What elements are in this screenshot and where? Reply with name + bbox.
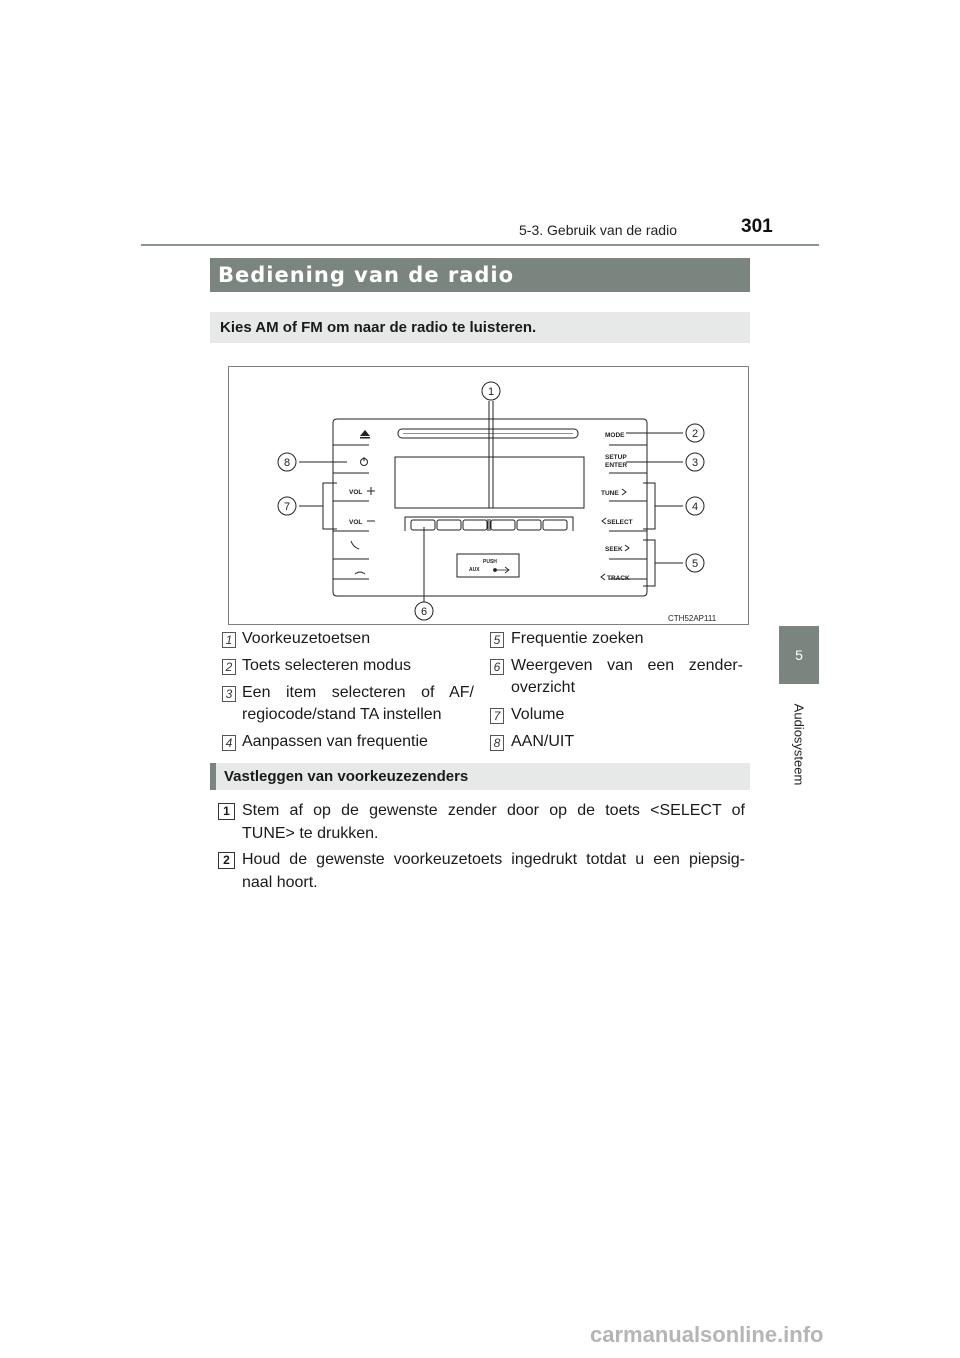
callout-1: 1: [487, 386, 495, 398]
running-header-section: 5-3. Gebruik van de radio: [519, 222, 677, 238]
callout-3: 3: [691, 457, 699, 469]
legend-number-5: 5: [490, 632, 504, 648]
step-text-1b: TUNE> te drukken.: [242, 825, 379, 842]
vol-up-label: VOL: [349, 489, 363, 496]
select-label: SELECT: [607, 519, 633, 526]
legend-number-2: 2: [222, 659, 236, 675]
chapter-title: Audiosysteem: [791, 703, 807, 785]
section-header: Vastleggen van voorkeuzezenders: [210, 763, 750, 790]
hang-up-icon: [355, 572, 365, 574]
callout-5: 5: [691, 558, 699, 570]
page-title: Bediening van de radio: [210, 258, 750, 292]
step-text-2a: Houd de gewenste voorkeuzetoets ingedrukt totdat u een piepsig-: [242, 851, 745, 868]
track-label: TRACK: [607, 575, 630, 582]
push-label: PUSH: [483, 559, 497, 565]
aux-label: AUX: [469, 567, 480, 573]
callout-7: 7: [283, 501, 291, 513]
watermark: carmanualsonline.info: [590, 1322, 824, 1347]
step-text-2b: naal hoort.: [242, 874, 318, 891]
setup-label: SETUP: [605, 454, 627, 461]
header-rule: [141, 244, 819, 246]
legend-text-6a: Weergeven van een zender-: [511, 657, 743, 674]
radio-illustration: [229, 367, 750, 626]
legend-text-3a: Een item selecteren of AF/: [242, 684, 474, 701]
chapter-tab: 5: [779, 626, 819, 684]
intro-box: Kies AM of FM om naar de radio te luisteren.: [210, 312, 750, 343]
legend-text-6b: overzicht: [511, 679, 576, 696]
phone-icon: [351, 541, 359, 549]
legend-number-7: 7: [490, 708, 504, 724]
vol-down-label: VOL: [349, 519, 363, 526]
step-text-1a: Stem af op de gewenste zender door op de toets <SELECT of: [242, 802, 745, 819]
legend-text-4: Aanpassen van frequentie: [242, 733, 428, 750]
step-number-1: 1: [218, 803, 235, 820]
mode-label: MODE: [605, 432, 625, 439]
seek-label: SEEK: [605, 546, 623, 553]
callout-2: 2: [691, 428, 699, 440]
eject-icon: [360, 430, 370, 439]
callout-4: 4: [691, 501, 699, 513]
step-number-2: 2: [218, 852, 235, 869]
page-number: 301: [741, 216, 773, 237]
legend-text-8: AAN/UIT: [511, 733, 575, 750]
legend-text-1: Voorkeuzetoetsen: [242, 630, 371, 647]
legend-number-4: 4: [222, 735, 236, 751]
legend-number-3: 3: [222, 686, 236, 702]
legend-number-6: 6: [490, 659, 504, 675]
tune-label: TUNE: [601, 490, 619, 497]
radio-figure: [228, 366, 749, 625]
enter-label: ENTER: [605, 462, 628, 469]
callout-6: 6: [420, 606, 428, 618]
legend-text-3b: regiocode/stand TA instellen: [242, 706, 442, 723]
callout-8: 8: [283, 457, 291, 469]
legend-text-5: Frequentie zoeken: [511, 630, 644, 647]
legend-text-2: Toets selecteren modus: [242, 657, 411, 674]
figure-code: CTH52AP111: [668, 614, 717, 623]
legend-text-7: Volume: [511, 706, 565, 723]
legend-number-8: 8: [490, 735, 504, 751]
usb-icon: [494, 567, 510, 573]
legend-number-1: 1: [222, 632, 236, 648]
chapter-label: [772, 694, 826, 794]
